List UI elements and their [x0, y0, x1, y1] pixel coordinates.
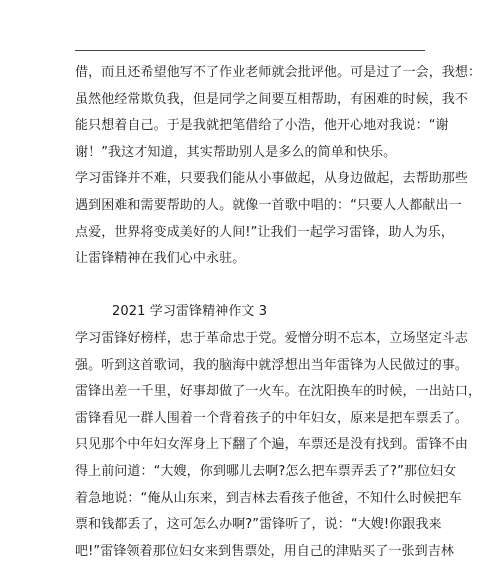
paragraph-line: 学习雷锋并不难，只要我们能从小事做起，从身边做起，去帮助那些 [75, 171, 469, 187]
document-body [75, 60, 482, 565]
paragraph-line: 强。听到这首歌词，我的脑海中就浮想出当年雷锋为人民做过的事。 [75, 357, 469, 373]
paragraph-line: 只见那个中年妇女浑身上下翻了个遍，车票还是没有找到。雷锋不由 [75, 437, 469, 453]
paragraph-line: 得上前问道：“大嫂，你到哪儿去啊?怎么把车票弄丢了?”那位妇女 [75, 463, 457, 479]
paragraph-line: 点爱，世界将变成美好的人间!”让我们一起学习雷锋，助人为乐， [75, 224, 454, 240]
essay-title: 2021 学习雷锋精神作文 3 [112, 304, 268, 320]
paragraph-spacer [75, 273, 427, 300]
paragraph-line: 让雷锋精神在我们心中永驻。 [75, 251, 246, 267]
paragraph-line: 学习雷锋好榜样，忠于革命忠于党。爱憎分明不忘本，立场坚定斗志 [75, 330, 469, 346]
paragraph-line: 谢！”我这才知道，其实帮助别人是多么的简单和快乐。 [75, 144, 397, 160]
paragraph-line: 票和钱都丢了，这可怎么办啊?”雷锋听了，说：“大嫂!你跟我来 [75, 517, 442, 533]
paragraph-line: 吧!”雷锋领着那位妇女来到售票处，用自己的津贴买了一张到吉林 [75, 543, 454, 559]
paragraph-line: 雷锋看见一群人围着一个背着孩子的中年妇女，原来是把车票丢了。 [75, 410, 469, 426]
paragraph-line: 能只想着自己。于是我就把笔借给了小浩，他开心地对我说：“谢 [75, 118, 449, 134]
paragraph-line: 遇到困难和需要帮助的人。就像一首歌中唱的：“只要人人都献出一 [75, 197, 462, 213]
header-divider [75, 50, 425, 51]
paragraph-line: 雷锋出差一千里，好事却做了一火车。在沈阳换车的时候，一出站口， [75, 384, 482, 400]
paragraph-line: 虽然他经常欺负我，但是同学之间要互相帮助，有困难的时候，我不 [75, 91, 469, 107]
paragraph-line: 借，而且还希望他写不了作业老师就会批评他。可是过了一会，我想： [75, 65, 482, 80]
paragraph-line: 着急地说：“俺从山东来，到吉林去看孩子他爸，不知什么时候把车 [75, 490, 462, 506]
